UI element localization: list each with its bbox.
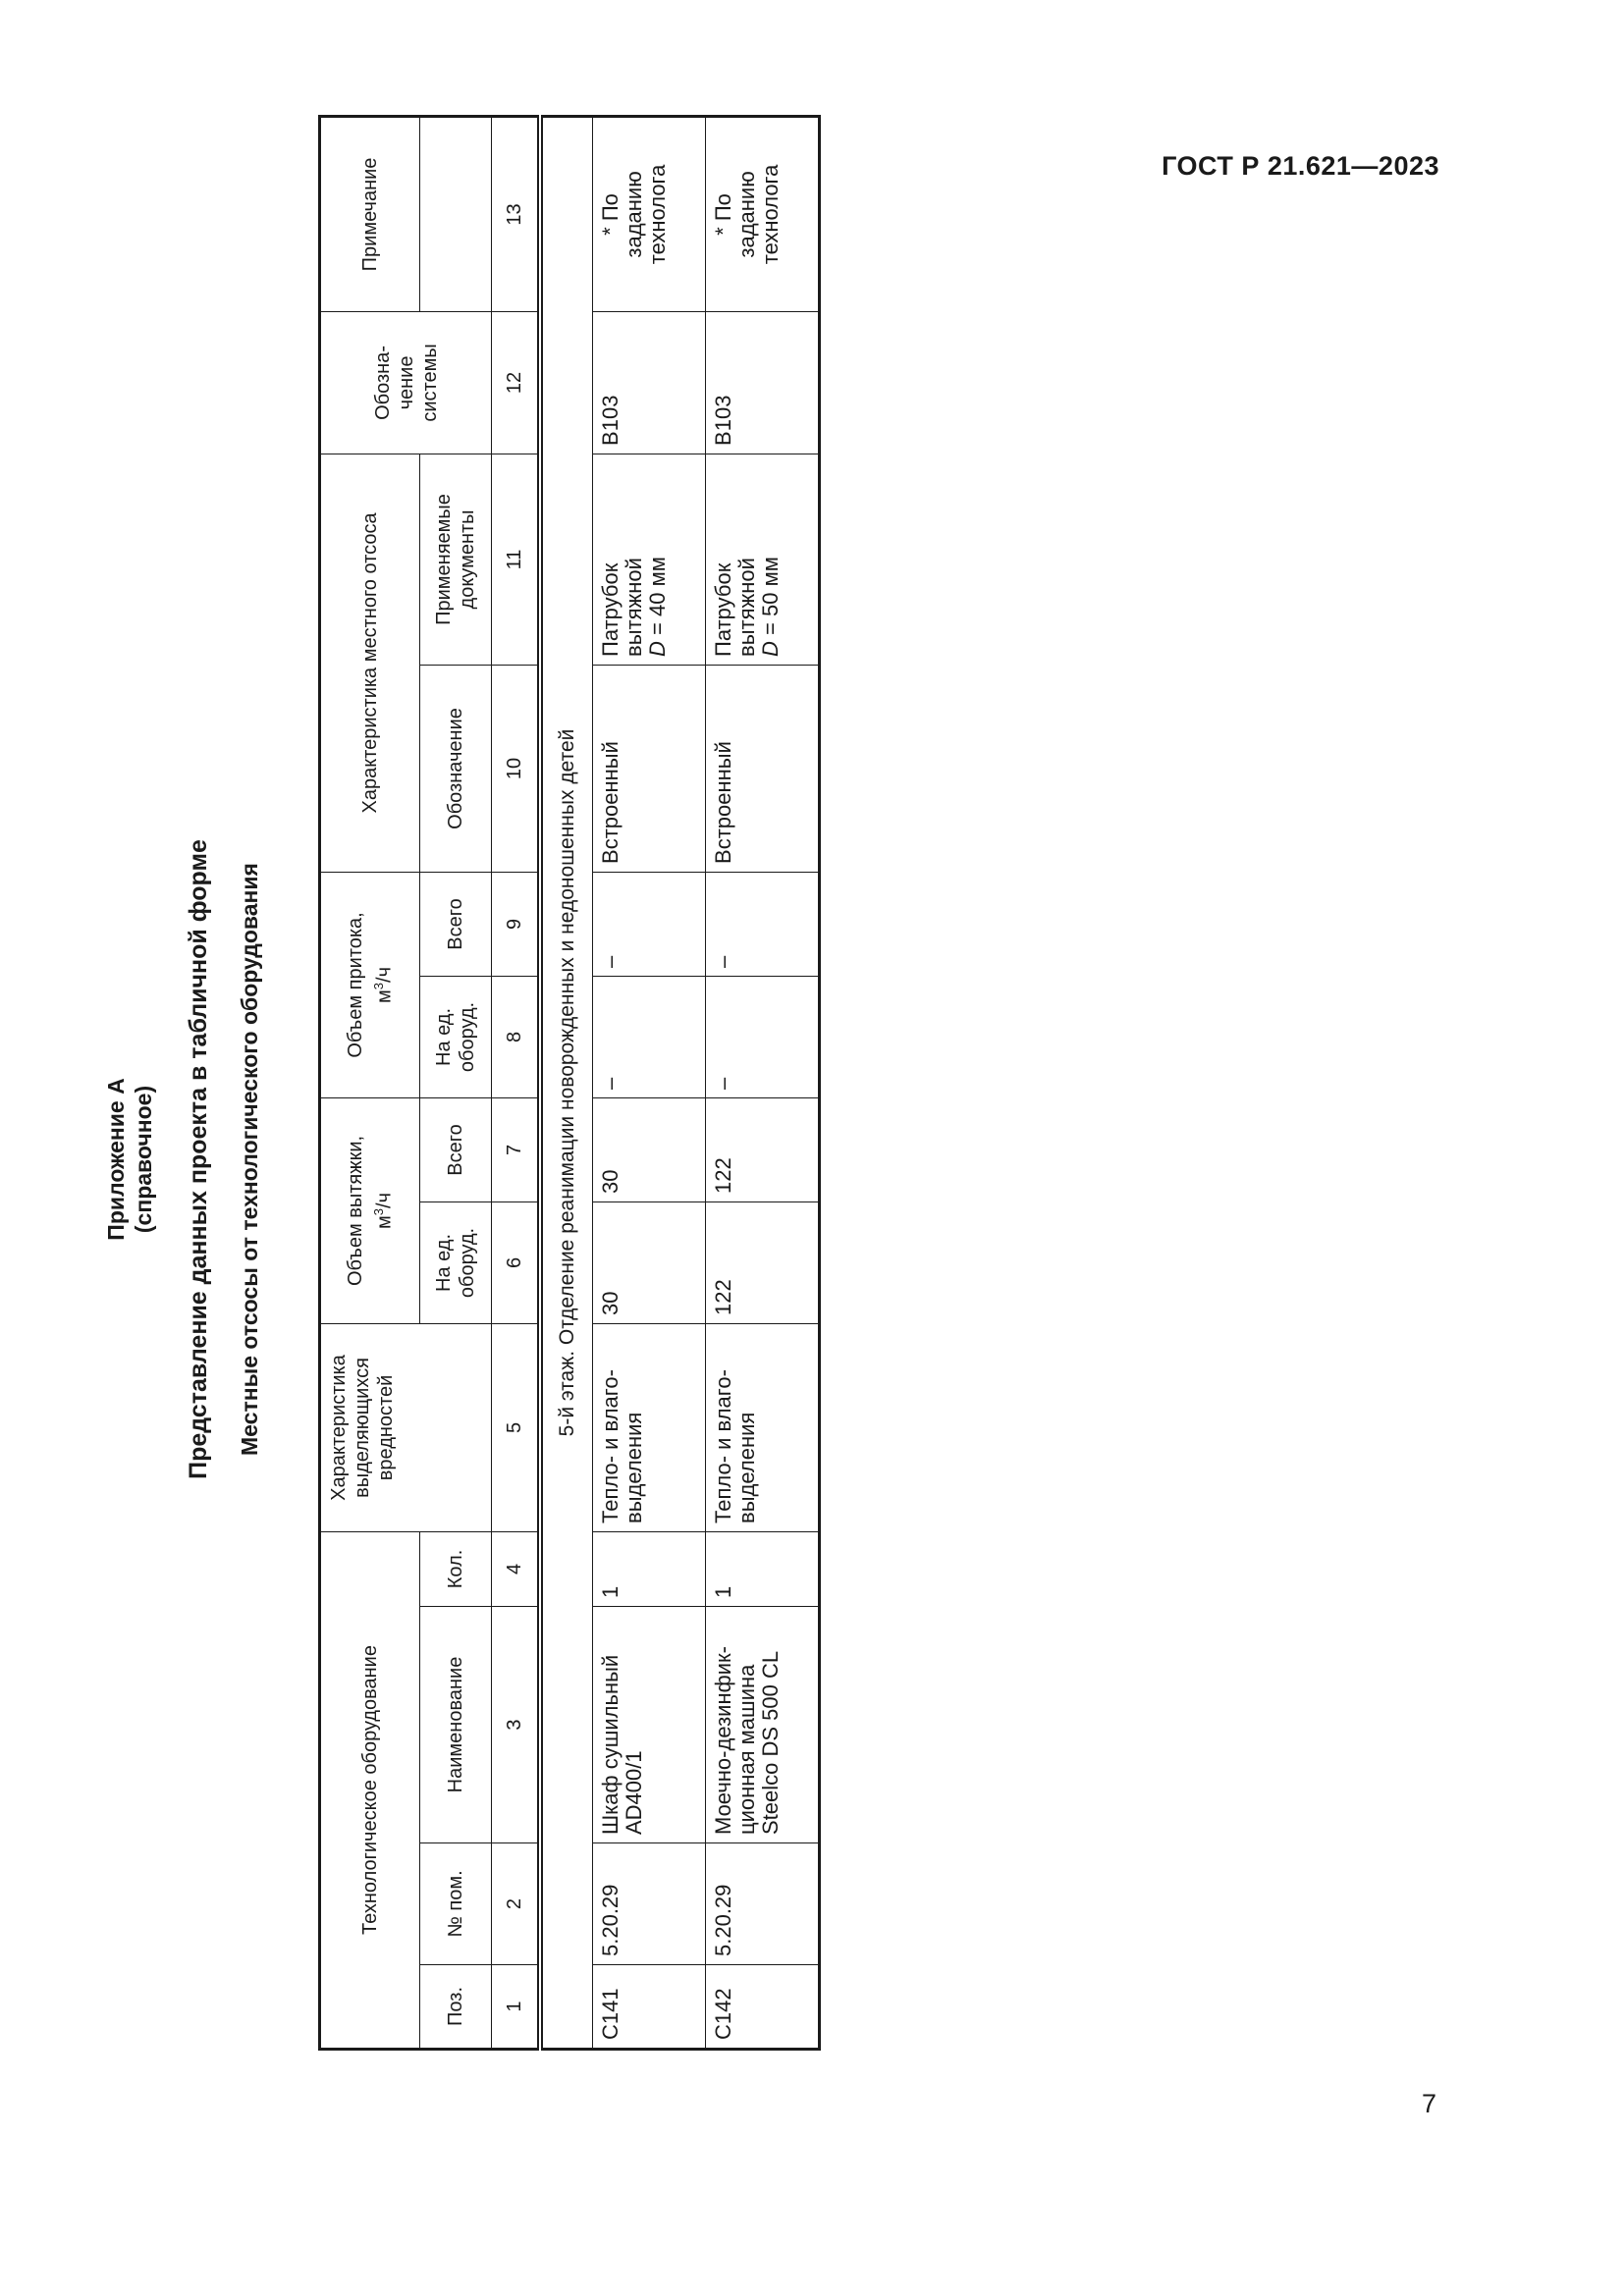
cell-supply-total: –: [593, 872, 706, 976]
header-exhaust-total: Всего: [420, 1097, 492, 1201]
cell-room: 5.20.29: [593, 1843, 706, 1965]
cell-system: В103: [593, 311, 706, 454]
cell-name: Моечно-дезинфик- ционная машина Steelco DS 500 CL: [706, 1607, 820, 1843]
column-number: 11: [492, 454, 541, 665]
column-number: 7: [492, 1097, 541, 1201]
column-number-row: [492, 116, 541, 2049]
header-hazards: Характеристика выделяющихся вредностей: [320, 1323, 492, 1531]
cell-supply-unit: –: [706, 976, 820, 1097]
header-exhaust-per-unit: На ед. оборуд.: [420, 1201, 492, 1323]
column-number: 9: [492, 872, 541, 976]
header-designation: Обозначение: [420, 665, 492, 872]
header-exhaust-volume: Объем вытяжки, $м^3/ч$: [320, 1097, 420, 1323]
cell-pos: С142: [706, 1965, 820, 2050]
cell-room: 5.20.29: [706, 1843, 820, 1965]
exhaust-table: [318, 115, 821, 2051]
column-number: 2: [492, 1843, 541, 1965]
cell-qty: 1: [593, 1531, 706, 1606]
column-number: 10: [492, 665, 541, 872]
appendix-note: (справочное): [131, 1085, 156, 1234]
section-label: 5-й этаж. Отделение реанимации новорожденных и недоношенных детей: [540, 116, 593, 2049]
cell-exhaust-unit: 122: [706, 1201, 820, 1323]
header-pos: Поз.: [420, 1965, 492, 2050]
section-title: Представление данных проекта в табличной форме: [185, 839, 212, 1479]
cell-pos: С141: [593, 1965, 706, 2050]
cell-supply-total: –: [706, 872, 820, 976]
cell-documents: Патрубок вытяжной D = 50 мм: [706, 454, 820, 665]
header-name: Наименование: [420, 1607, 492, 1843]
column-number: 3: [492, 1607, 541, 1843]
cell-exhaust-total: 122: [706, 1097, 820, 1201]
header-qty: Кол.: [420, 1531, 492, 1606]
column-number: 5: [492, 1323, 541, 1531]
rotated-content: [102, 157, 809, 2082]
header-system-designation: Обозна- чение системы: [320, 311, 492, 454]
cell-note: * По заданию технолога: [593, 116, 706, 311]
header-room-no: № пом.: [420, 1843, 492, 1965]
table-title: Местные отсосы от технологического оборудования: [237, 863, 262, 1456]
cell-hazards: Тепло- и влаго- выделения: [706, 1323, 820, 1531]
column-number: 6: [492, 1201, 541, 1323]
appendix-title: Приложение А: [103, 1078, 129, 1241]
section-row: [540, 116, 593, 2049]
cell-exhaust-unit: 30: [593, 1201, 706, 1323]
column-number: 13: [492, 116, 541, 311]
cell-designation: Встроенный: [706, 665, 820, 872]
cell-qty: 1: [706, 1531, 820, 1606]
column-number: 12: [492, 311, 541, 454]
table-row: [593, 116, 706, 2049]
header-note-empty: [420, 116, 492, 311]
column-number: 4: [492, 1531, 541, 1606]
column-number: 1: [492, 1965, 541, 2050]
header-local-exhaust: Характеристика местного отсоса: [320, 454, 420, 872]
cell-note: * По заданию технолога: [706, 116, 820, 311]
cell-supply-unit: –: [593, 976, 706, 1097]
header-supply-volume: Объем притока, $м^3/ч$: [320, 872, 420, 1097]
page-number: 7: [1422, 2089, 1437, 2118]
cell-exhaust-total: 30: [593, 1097, 706, 1201]
header-row-1: [320, 116, 420, 2049]
header-supply-per-unit: На ед. оборуд.: [420, 976, 492, 1097]
header-tech-equipment: Технологическое оборудование: [320, 1531, 420, 2049]
header-supply-total: Всего: [420, 872, 492, 976]
column-number: 8: [492, 976, 541, 1097]
document-id: ГОСТ Р 21.621—2023: [1162, 151, 1439, 181]
cell-name: Шкаф сушильный AD400/1: [593, 1607, 706, 1843]
header-note: Примечание: [320, 116, 420, 311]
table-row: [706, 116, 820, 2049]
cell-system: В103: [706, 311, 820, 454]
header-documents: Применяемые документы: [420, 454, 492, 665]
cell-designation: Встроенный: [593, 665, 706, 872]
cell-hazards: Тепло- и влаго- выделения: [593, 1323, 706, 1531]
cell-documents: Патрубок вытяжной D = 40 мм: [593, 454, 706, 665]
